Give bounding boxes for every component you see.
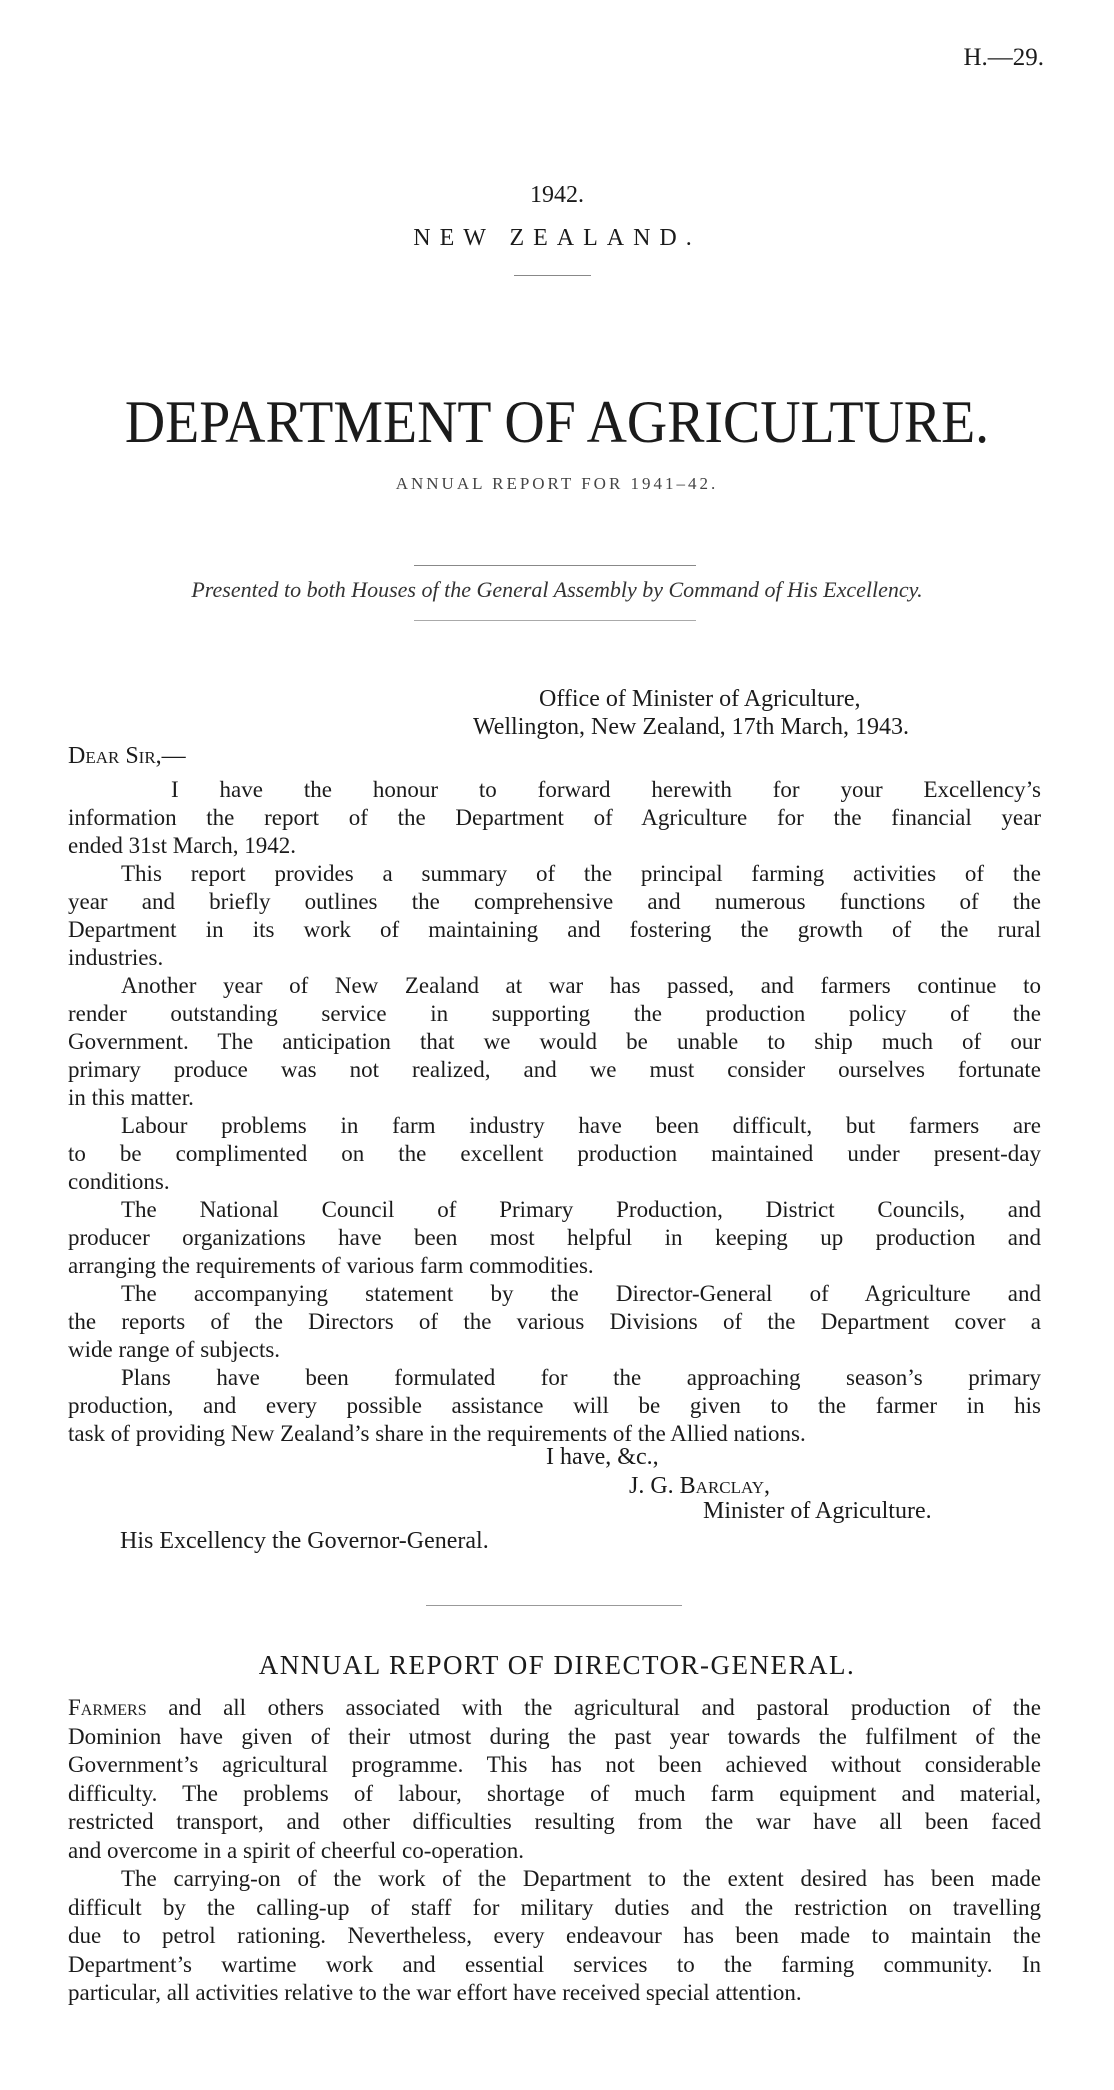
text-line: industries. [68,945,164,970]
text-line: I have the honour to forward herewith for your Excellency’s [171,777,1041,802]
text-line: restricted transport, and other difficulties resulting from the war have all been faced [68,1809,1041,1834]
text-line: year and briefly outlines the comprehensive and numerous functions of the [68,889,1041,914]
text-line: conditions. [68,1169,170,1194]
presented-note: Presented to both Houses of the General Assembly by Command of His Excellency. [191,577,923,602]
address-line: Wellington, New Zealand, 17th March, 1943. [473,714,909,740]
paragraph [68,972,1041,1112]
text-line: Government’s agricultural programme. This has not been achieved without considerable [68,1752,1041,1777]
text-line: The National Council of Primary Production, District Councils, and [121,1197,1041,1222]
text-line: render outstanding service in supporting the production policy of the [68,1001,1041,1026]
signatory: J. G. Barclay, [629,1473,771,1499]
paragraph [68,860,1041,972]
addressee: His Excellency the Governor-General. [120,1528,489,1554]
text-line: Government. The anticipation that we would be unable to ship much of our [68,1029,1041,1054]
text-line: task of providing New Zealand’s share in the requirements of the Allied nations. [68,1421,806,1446]
closing: I have, &c., [546,1444,659,1470]
paragraph [68,1280,1041,1364]
text-line: primary produce was not realized, and we must consider ourselves fortunate [68,1057,1041,1082]
divider [426,1605,682,1606]
divider [414,565,696,566]
text-line: information the report of the Department of Agriculture for the financial year [68,805,1041,830]
text-line: due to petrol rationing. Nevertheless, every endeavour has been made to maintain the [68,1923,1041,1948]
paragraph [68,1865,1041,2008]
text-line: producer organizations have been most helpful in keeping up production and [68,1225,1041,1250]
year: 1942. [530,182,584,208]
document-reference: H.—29. [963,44,1044,71]
text-line: in this matter. [68,1085,194,1110]
director-report-body [68,1694,1041,2008]
text-line: wide range of subjects. [68,1337,281,1362]
text-line: Farmers and all others associated with the agricultural and pastoral production of the [68,1695,1041,1720]
paragraph [68,1694,1041,1865]
text-line: Plans have been formulated for the approaching season’s primary [121,1365,1041,1390]
signatory-title: Minister of Agriculture. [703,1498,932,1524]
lead-word: Farmers [68,1695,147,1720]
text-line: ended 31st March, 1942. [68,833,297,858]
text-line: particular, all activities relative to the war effort have received special attention. [68,1980,802,2005]
text-line: difficulty. The problems of labour, shortage of much farm equipment and material, [68,1780,1041,1806]
text-line: This report provides a summary of the principal farming activities of the [121,861,1041,886]
text-line: Another year of New Zealand at war has passed, and farmers continue to [121,973,1041,998]
text-line: to be complimented on the excellent production maintained under present-day [68,1141,1041,1166]
paragraph [68,1364,1041,1448]
report-subtitle: ANNUAL REPORT FOR 1941–42. [395,474,719,493]
divider [414,620,696,621]
text-line: Labour problems in farm industry have been difficult, but farmers are [121,1113,1041,1138]
text-line: The carrying-on of the work of the Department to the extent desired has been made [121,1866,1041,1891]
text-line: Department’s wartime work and essential services to the farming community. In [68,1951,1041,1977]
text-line: The accompanying statement by the Director-General of Agriculture and [121,1281,1041,1306]
paragraph [68,776,1041,860]
text-line: arranging the requirements of various farm commodities. [68,1253,594,1278]
letter-body [68,776,1041,1448]
divider [514,275,591,276]
text-line: production, and every possible assistance will be given to the farmer in his [68,1393,1041,1418]
paragraph [68,1112,1041,1196]
address-line: Office of Minister of Agriculture, [539,686,861,712]
country: NEW ZEALAND. [413,225,701,251]
page-title: DEPARTMENT OF AGRICULTURE. [124,389,990,455]
text-line: and overcome in a spirit of cheerful co-operation. [68,1837,524,1863]
section-heading: ANNUAL REPORT OF DIRECTOR-GENERAL. [258,1650,856,1680]
text-line: the reports of the Directors of the various Divisions of the Department cover a [68,1309,1041,1334]
salutation: Dear Sir,— [68,743,186,769]
paragraph [68,1196,1041,1280]
text-line: Department in its work of maintaining and fostering the growth of the rural [68,917,1041,942]
text-line: Dominion have given of their utmost during the past year towards the fulfilment of the [68,1723,1041,1749]
text-line: difficult by the calling-up of staff for military duties and the restriction on travelling [68,1894,1041,1920]
